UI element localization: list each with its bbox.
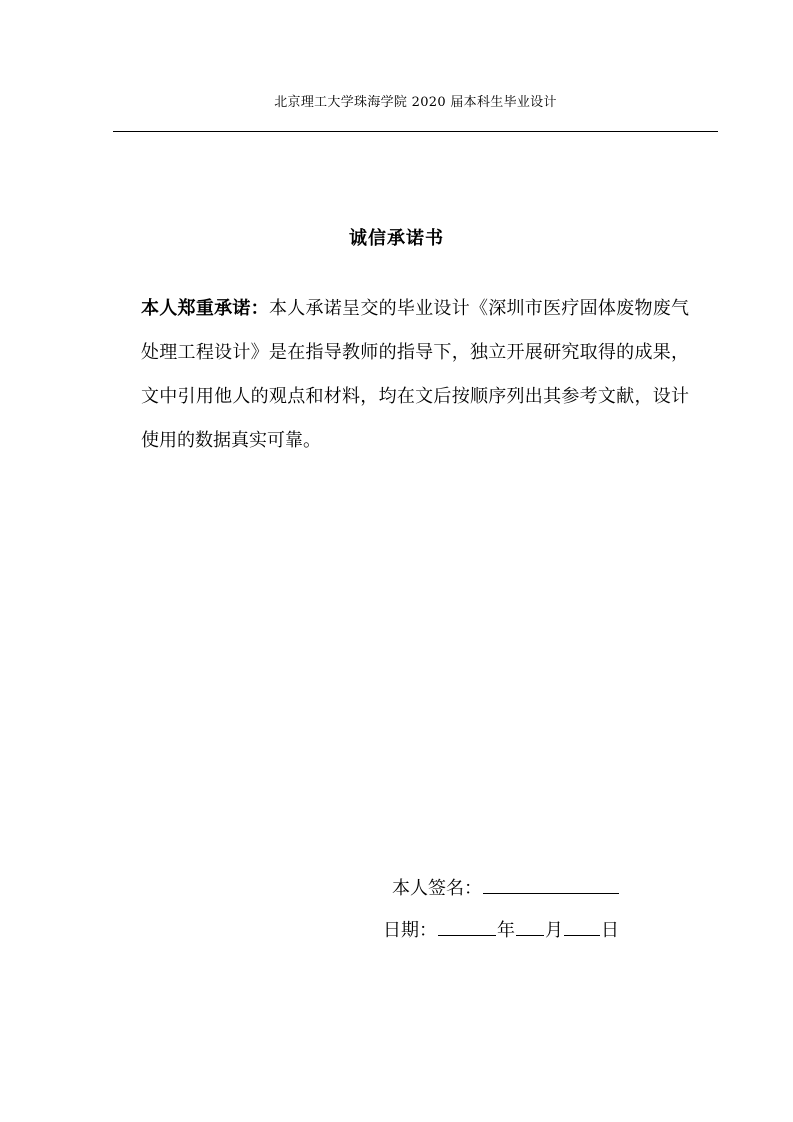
header-divider: [113, 131, 718, 132]
month-blank: [516, 915, 544, 936]
date-row: [383, 915, 619, 944]
day-label: 日: [601, 920, 619, 941]
month-label: 月: [545, 920, 563, 941]
signature-label: 本人签名：: [392, 878, 482, 899]
pledge-paragraph: [141, 287, 689, 463]
year-label: 年: [497, 920, 515, 941]
signature-row: [392, 873, 620, 902]
date-label: 日期：: [383, 920, 437, 941]
year-blank: [438, 915, 496, 936]
pledge-lead: 本人郑重承诺：: [141, 298, 269, 319]
pledge-body: 本人承诺呈交的毕业设计《深圳市医疗固体废物废气处理工程设计》是在指导教师的指导下，独立开展研究取得的成果，文中引用他人的观点和材料，均在文后按顺序列出其参考文献，设计使用的数据真实可靠。: [141, 298, 690, 451]
page-header: 北京理工大学珠海学院 2020 届本科生毕业设计: [274, 95, 557, 110]
page-title: 诚信承诺书: [349, 228, 444, 249]
day-blank: [564, 915, 600, 936]
signature-blank: [483, 873, 619, 894]
